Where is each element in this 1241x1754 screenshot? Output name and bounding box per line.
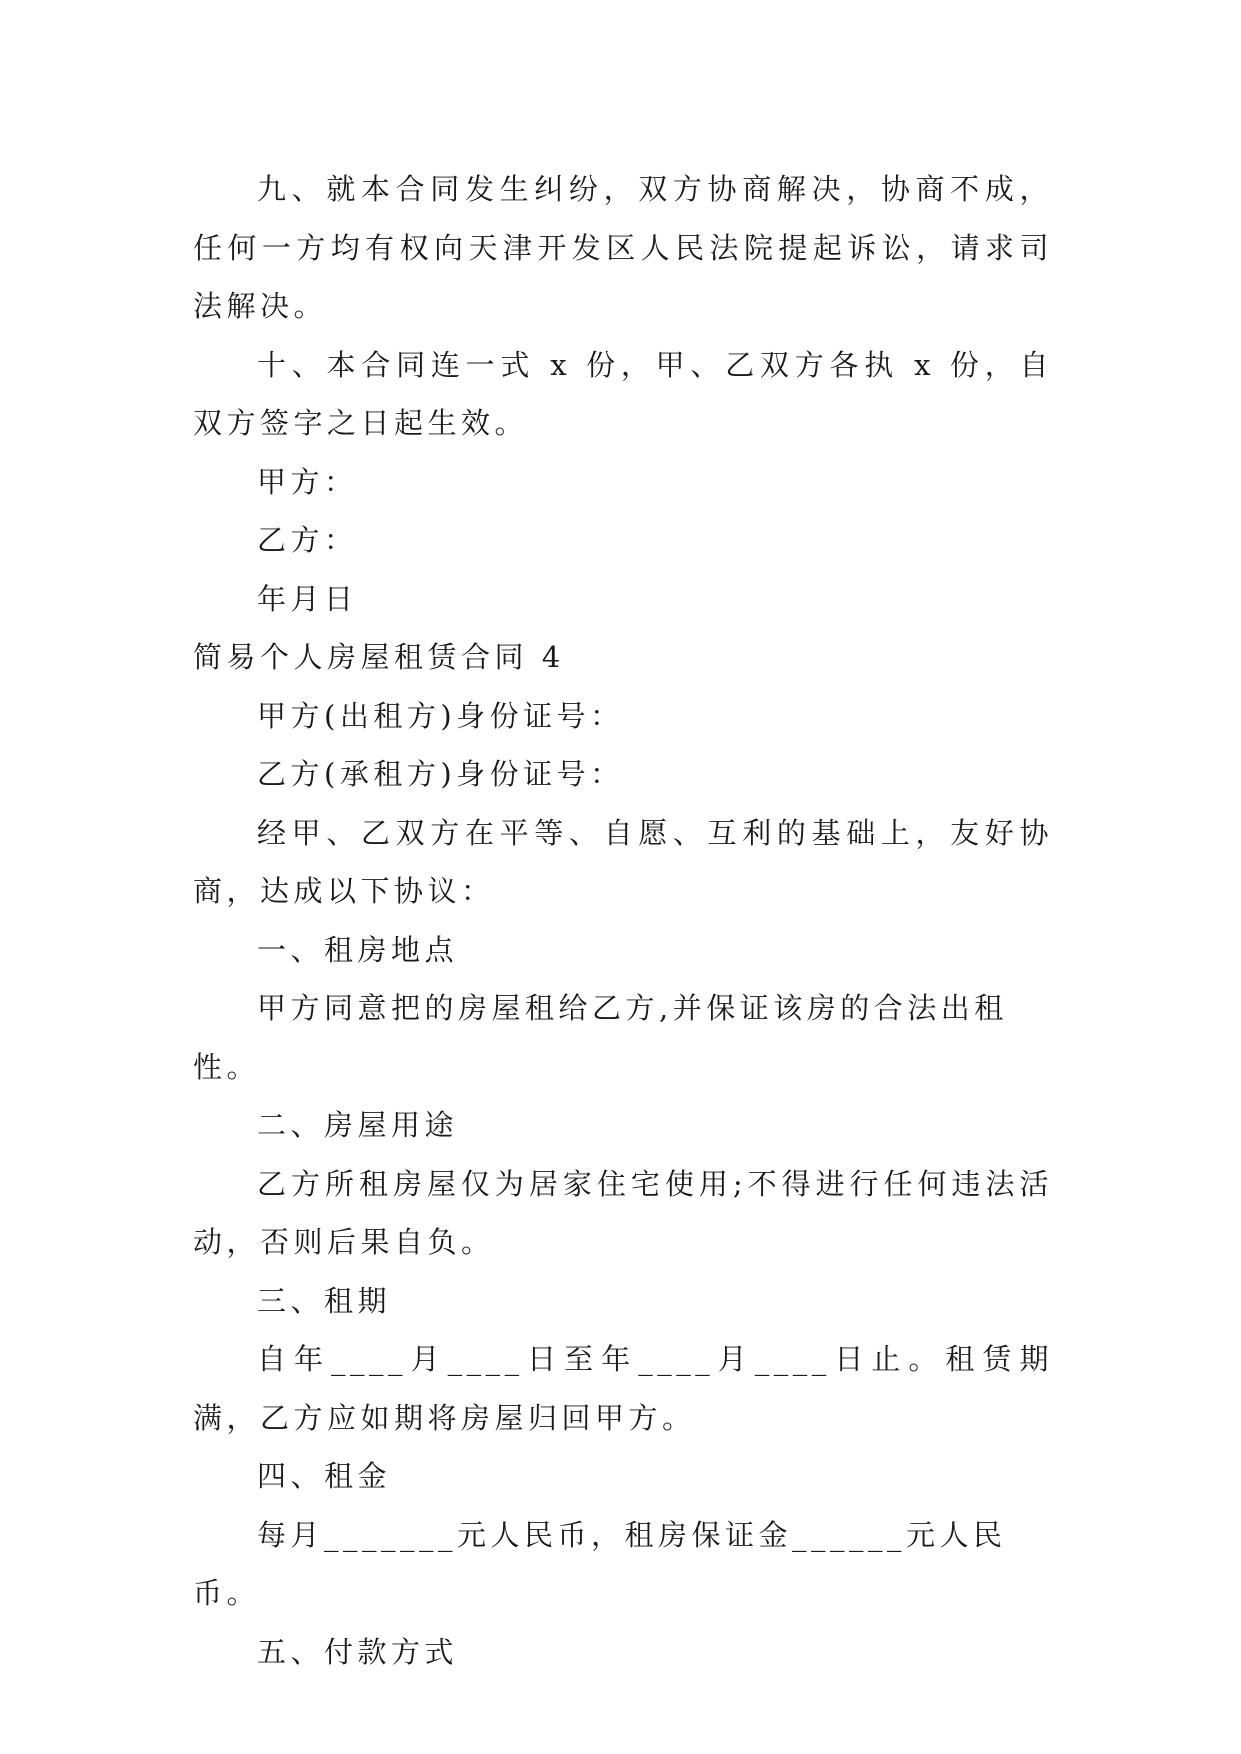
section-3-body: 自年____月____日至年____月____日止。租赁期满，乙方应如期将房屋归回甲方。 (193, 1342, 1053, 1435)
party-a-signature-line: 甲方： (257, 464, 358, 499)
section-5-heading: 五、付款方式 (257, 1634, 459, 1669)
clause-9-paragraph: 九、就本合同发生纠纷，双方协商解决，协商不成，任何一方均有权向天津开发区人民法院提起诉讼，请求司法解决。 (193, 172, 1053, 323)
document-body (193, 160, 1053, 1681)
section-4-body: 每月_______元人民币，租房保证金______元人民币。 (193, 1517, 1007, 1610)
section-1-body: 甲方同意把的房屋租给乙方,并保证该房的合法出租性。 (193, 991, 1008, 1084)
lessor-id-line: 甲方(出租方)身份证号： (257, 698, 624, 733)
section-3-heading: 三、租期 (257, 1283, 392, 1318)
section-1-heading: 一、租房地点 (257, 932, 459, 967)
section-2-heading: 二、房屋用途 (257, 1108, 459, 1142)
section-4-heading: 四、租金 (257, 1459, 392, 1493)
lessee-id-line: 乙方(承租方)身份证号： (257, 757, 624, 791)
contract-title: 简易个人房屋租赁合同 4 (193, 640, 565, 674)
date-line: 年月日 (257, 581, 358, 616)
section-2-body: 乙方所租房屋仅为居家住宅使用;不得进行任何违法活动，否则后果自负。 (193, 1166, 1053, 1259)
clause-10-paragraph: 十、本合同连一式 x 份，甲、乙双方各执 x 份，自双方签字之日起生效。 (193, 347, 1053, 440)
party-b-signature-line: 乙方： (257, 523, 358, 557)
preamble-paragraph: 经甲、乙双方在平等、自愿、互利的基础上，友好协商，达成以下协议： (193, 815, 1053, 908)
